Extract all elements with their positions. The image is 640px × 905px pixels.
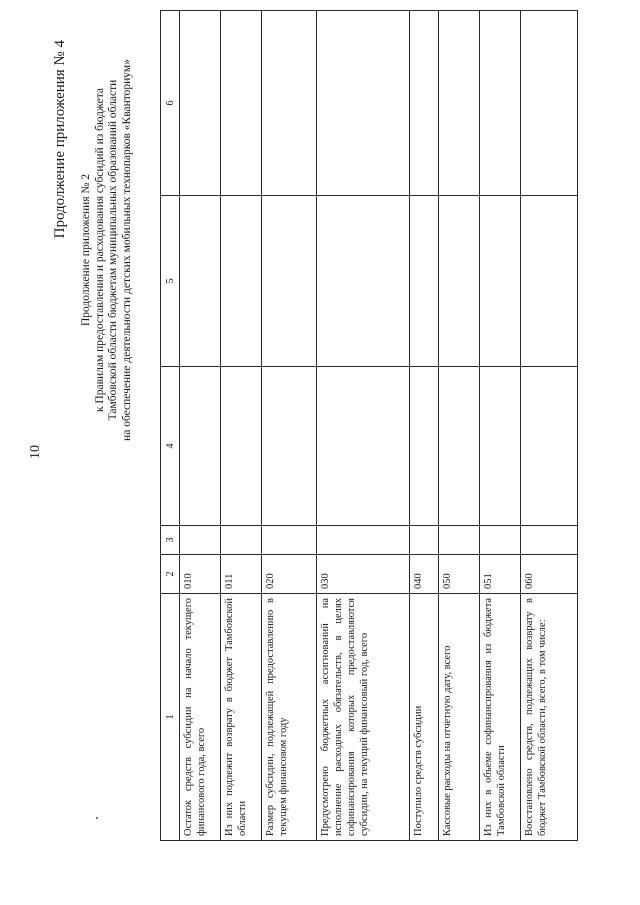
header-note-line: к Правилам предоставления и расходования субсидий из бюджета [93, 87, 106, 413]
row-label: Размер субсидии, подлежащей предоставлению в текущем финансовом году [262, 594, 317, 841]
table-row [262, 11, 317, 841]
column-number-row [161, 11, 180, 841]
table-cell [410, 11, 439, 196]
table-cell [439, 196, 480, 367]
table-cell [410, 367, 439, 526]
table-cell [521, 11, 578, 196]
table-cell [180, 11, 221, 196]
table-cell [221, 196, 262, 367]
table-cell [221, 526, 262, 555]
column-number: 5 [161, 196, 180, 367]
table-cell [180, 526, 221, 555]
continuation-title: Продолжение приложения № 4 [52, 40, 68, 239]
scan-speck [96, 817, 98, 819]
table-row [480, 11, 521, 841]
column-number: 6 [161, 11, 180, 196]
table-cell [180, 367, 221, 526]
table-cell [439, 367, 480, 526]
row-label: Предусмотрено бюджетных ассигнований на исполнение расходных обязательств, в целях софинансирования которых предоставляются субсидии, на текущий финансовый год, всего [317, 594, 410, 841]
table-cell [410, 196, 439, 367]
column-number: 1 [161, 594, 180, 841]
table-cell [262, 196, 317, 367]
table-cell [439, 526, 480, 555]
row-label: Из них подлежит возврату в бюджет Тамбовской области [221, 594, 262, 841]
row-code: 050 [439, 555, 480, 594]
row-label: Из них в объеме софинансирования из бюджета Тамбовской области [480, 594, 521, 841]
row-label: Кассовые расходы на отчетную дату, всего [439, 594, 480, 841]
table-cell [521, 367, 578, 526]
header-note [80, 40, 134, 460]
row-code: 060 [521, 555, 578, 594]
column-number: 2 [161, 555, 180, 594]
table-cell [521, 196, 578, 367]
header-note-line: Тамбовской области бюджетам муниципальных образований области [107, 79, 119, 421]
header-note-line: на обеспечение деятельности детских мобильных технопарков «Кванториум» [120, 59, 133, 441]
table-cell [262, 11, 317, 196]
table-cell [180, 196, 221, 367]
table-cell [480, 196, 521, 367]
table-cell [221, 11, 262, 196]
row-code: 051 [480, 555, 521, 594]
column-number: 3 [161, 526, 180, 555]
table-row [317, 11, 410, 841]
table-cell [221, 367, 262, 526]
table-cell [317, 11, 410, 196]
table-row [410, 11, 439, 841]
table-row [180, 11, 221, 841]
row-code: 011 [221, 555, 262, 594]
table-cell [262, 367, 317, 526]
table-cell [262, 526, 317, 555]
row-label: Восстановлено средств, подлежащих возврату в бюджет Тамбовской области, всего, в том числе: [521, 594, 578, 841]
row-label: Поступило средств субсидии [410, 594, 439, 841]
row-code: 010 [180, 555, 221, 594]
table-row [221, 11, 262, 841]
table-cell [439, 11, 480, 196]
table-cell [317, 196, 410, 367]
table-cell [480, 367, 521, 526]
table-cell [317, 526, 410, 555]
page-number: 10 [28, 445, 43, 459]
header-note-line: Продолжение приложения № 2 [80, 173, 92, 327]
report-table [160, 10, 578, 841]
row-code: 040 [410, 555, 439, 594]
column-number: 4 [161, 367, 180, 526]
row-label: Остаток средств субсидии на начало текущего финансового года, всего [180, 594, 221, 841]
table-row [439, 11, 480, 841]
table-cell [480, 526, 521, 555]
table-cell [480, 11, 521, 196]
table-cell [410, 526, 439, 555]
row-code: 030 [317, 555, 410, 594]
row-code: 020 [262, 555, 317, 594]
table-row [521, 11, 578, 841]
table-cell [317, 367, 410, 526]
table-cell [521, 526, 578, 555]
